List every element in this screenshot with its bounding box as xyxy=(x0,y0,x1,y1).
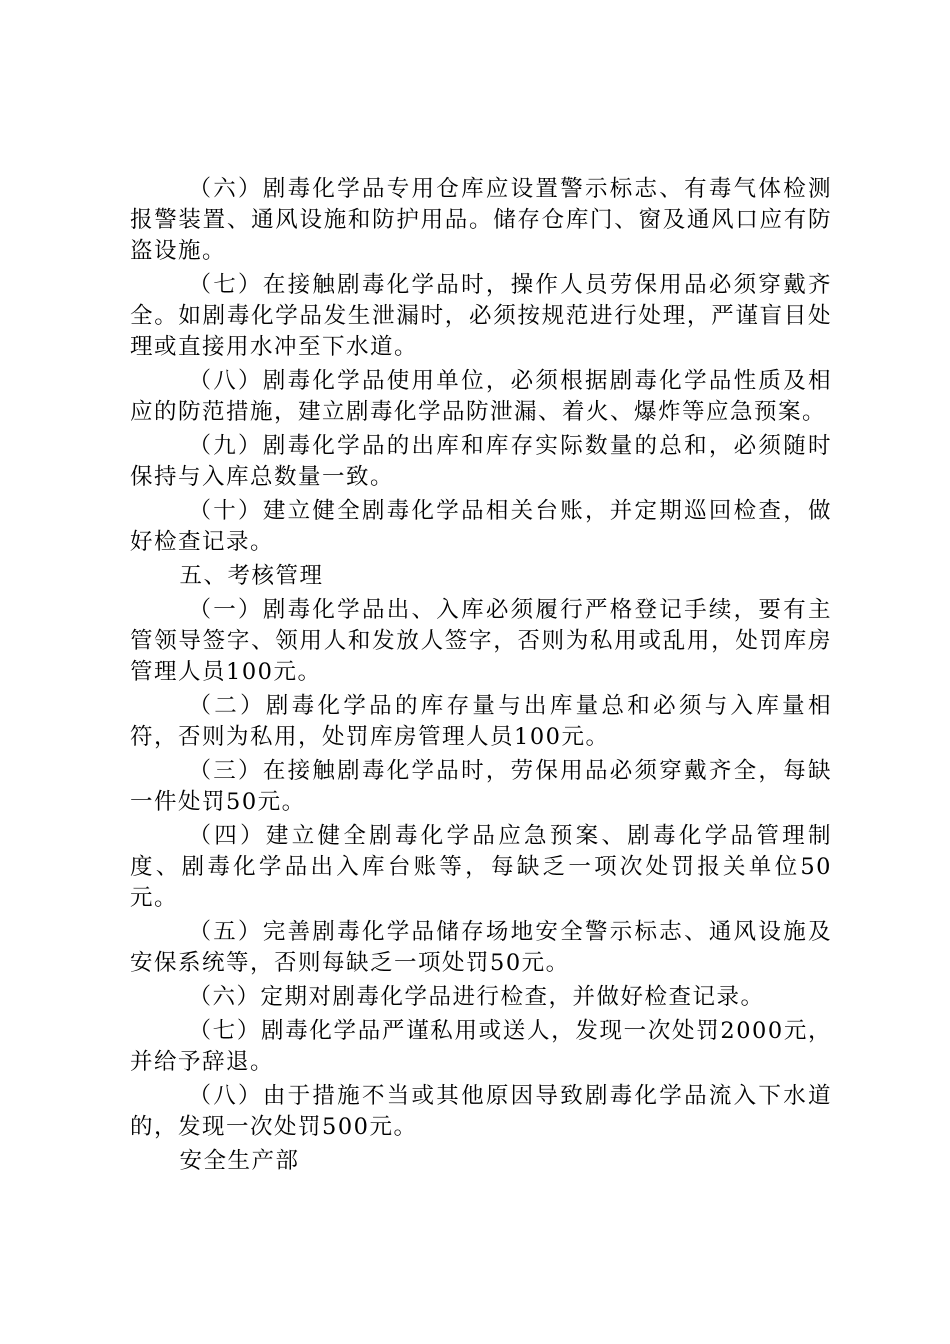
penalty-item-5: （五）完善剧毒化学品储存场地安全警示标志、通风设施及安保系统等，否则每缺乏一项处罚50元。 xyxy=(130,919,832,976)
penalty-item-8: （八）由于措施不当或其他原因导致剧毒化学品流入下水道的，发现一次处罚500元。 xyxy=(130,1083,832,1140)
penalty-item-2: （二）剧毒化学品的库存量与出库量总和必须与入库量相符，否则为私用，处罚库房管理人员100元。 xyxy=(130,693,832,750)
penalty-item-7: （七）剧毒化学品严谨私用或送人，发现一次处罚2000元，并给予辞退。 xyxy=(130,1018,832,1075)
penalty-item-6: （六）定期对剧毒化学品进行检查，并做好检查记录。 xyxy=(188,984,765,1010)
penalty-item-1: （一）剧毒化学品出、入库必须履行严格登记手续，要有主管领导签字、领用人和发放人签字，否则为私用或乱用，处罚库房管理人员100元。 xyxy=(130,597,832,685)
section-heading-assessment: 五、考核管理 xyxy=(179,563,324,589)
paragraph-item-6: （六）剧毒化学品专用仓库应设置警示标志、有毒气体检测报警装置、通风设施和防护用品。储存仓库门、窗及通风口应有防盗设施。 xyxy=(130,176,832,264)
paragraph-item-9: （九）剧毒化学品的出库和库存实际数量的总和，必须随时保持与入库总数量一致。 xyxy=(130,433,832,490)
paragraph-item-7: （七）在接触剧毒化学品时，操作人员劳保用品必须穿戴齐全。如剧毒化学品发生泄漏时，必须按规范进行处理，严谨盲目处理或直接用水冲至下水道。 xyxy=(130,272,832,360)
signature-department: 安全生产部 xyxy=(179,1148,300,1174)
paragraph-item-8: （八）剧毒化学品使用单位，必须根据剧毒化学品性质及相应的防范措施，建立剧毒化学品防泄漏、着火、爆炸等应急预案。 xyxy=(130,368,832,425)
penalty-item-4: （四）建立健全剧毒化学品应急预案、剧毒化学品管理制度、剧毒化学品出入库台账等，每缺乏一项次处罚报关单位50元。 xyxy=(130,823,832,911)
document-page xyxy=(130,174,832,1177)
paragraph-item-10: （十）建立健全剧毒化学品相关台账，并定期巡回检查，做好检查记录。 xyxy=(130,498,832,555)
penalty-item-3: （三）在接触剧毒化学品时，劳保用品必须穿戴齐全，每缺一件处罚50元。 xyxy=(130,758,832,815)
